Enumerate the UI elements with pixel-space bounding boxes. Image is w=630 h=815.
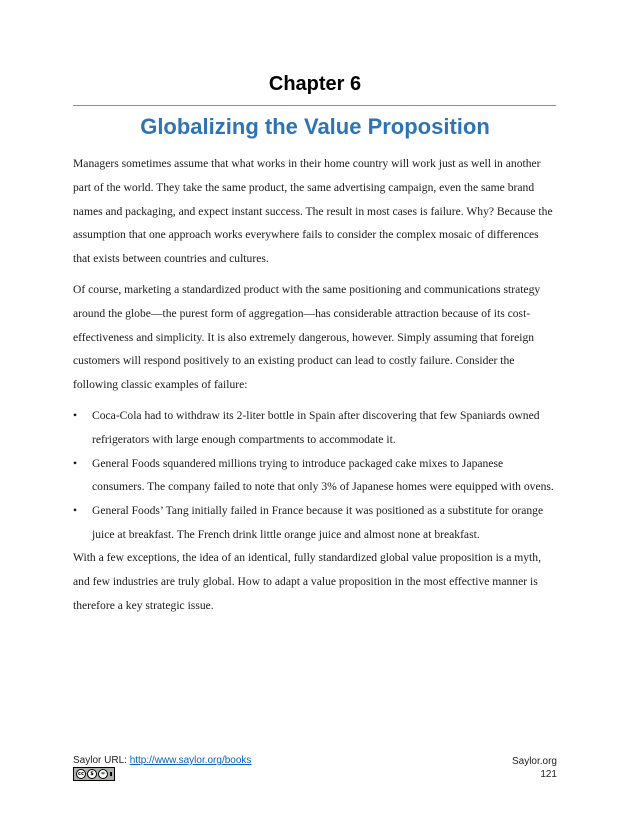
paragraph-3: With a few exceptions, the idea of an identical, fully standardized global value proposition is a myth, and few industries are truly global. How to adapt a value proposition in the most effective manner is therefore a key strategic issue. [73, 551, 541, 612]
bullet-icon: • [73, 504, 78, 518]
bullet-icon: • [73, 456, 78, 470]
list-item [73, 499, 557, 547]
footer-source [73, 755, 251, 766]
bullet-icon: • [73, 409, 78, 422]
chapter-label: Chapter 6 [268, 73, 362, 95]
creative-commons-icon: cc $ = [73, 767, 115, 781]
list-item-text: General Foods’ Tang initially failed in France because it was positioned as a substitute for orange juice at breakfast. The French drink little orange juice and almost none at breakfast. [92, 504, 544, 541]
examples-list [73, 404, 557, 547]
list-item-text: Coca-Cola had to withdraw its 2-liter bottle in Spain after discovering that few Spaniards owned refrigerators with large enough compartments to accommodate it. [92, 409, 540, 446]
paragraph-1: Managers sometimes assume that what works in their home country will work just as well in another part of the world. They take the same product, the same advertising campaign, even the same brand names and packaging, and expect instant success. The result in most cases is failure. Why? Because the assumption that one approach works everywhere fails to consider the complex mosaic of differences that exists between countries and cultures. [73, 157, 553, 266]
list-item [73, 404, 557, 452]
list-item-text: General Foods squandered millions trying to introduce packaged cake mixes to Japanese consumers. The company failed to note that only 3% of Japanese homes were equipped with ovens. [92, 456, 554, 494]
footer-site: Saylor.org [511, 756, 557, 767]
list-item [73, 452, 557, 500]
footer-right [512, 755, 557, 781]
footer-source-label: Saylor URL: [73, 755, 130, 766]
paragraph-2: Of course, marketing a standardized product with the same positioning and communications strategy around the globe—the purest form of aggregation—has considerable attraction because of its cost-effectiveness and simplicity. It is also extremely dangerous, however. Simply assuming that foreign customers will respond positively to an existing product can lead to costly failure. Consider the following classic examples of failure: [73, 283, 541, 392]
page-number: 121 [540, 769, 557, 780]
header-divider [73, 105, 556, 106]
saylor-books-link[interactable]: http://www.saylor.org/books [129, 755, 252, 766]
chapter-title: Globalizing the Value Proposition [140, 114, 490, 139]
